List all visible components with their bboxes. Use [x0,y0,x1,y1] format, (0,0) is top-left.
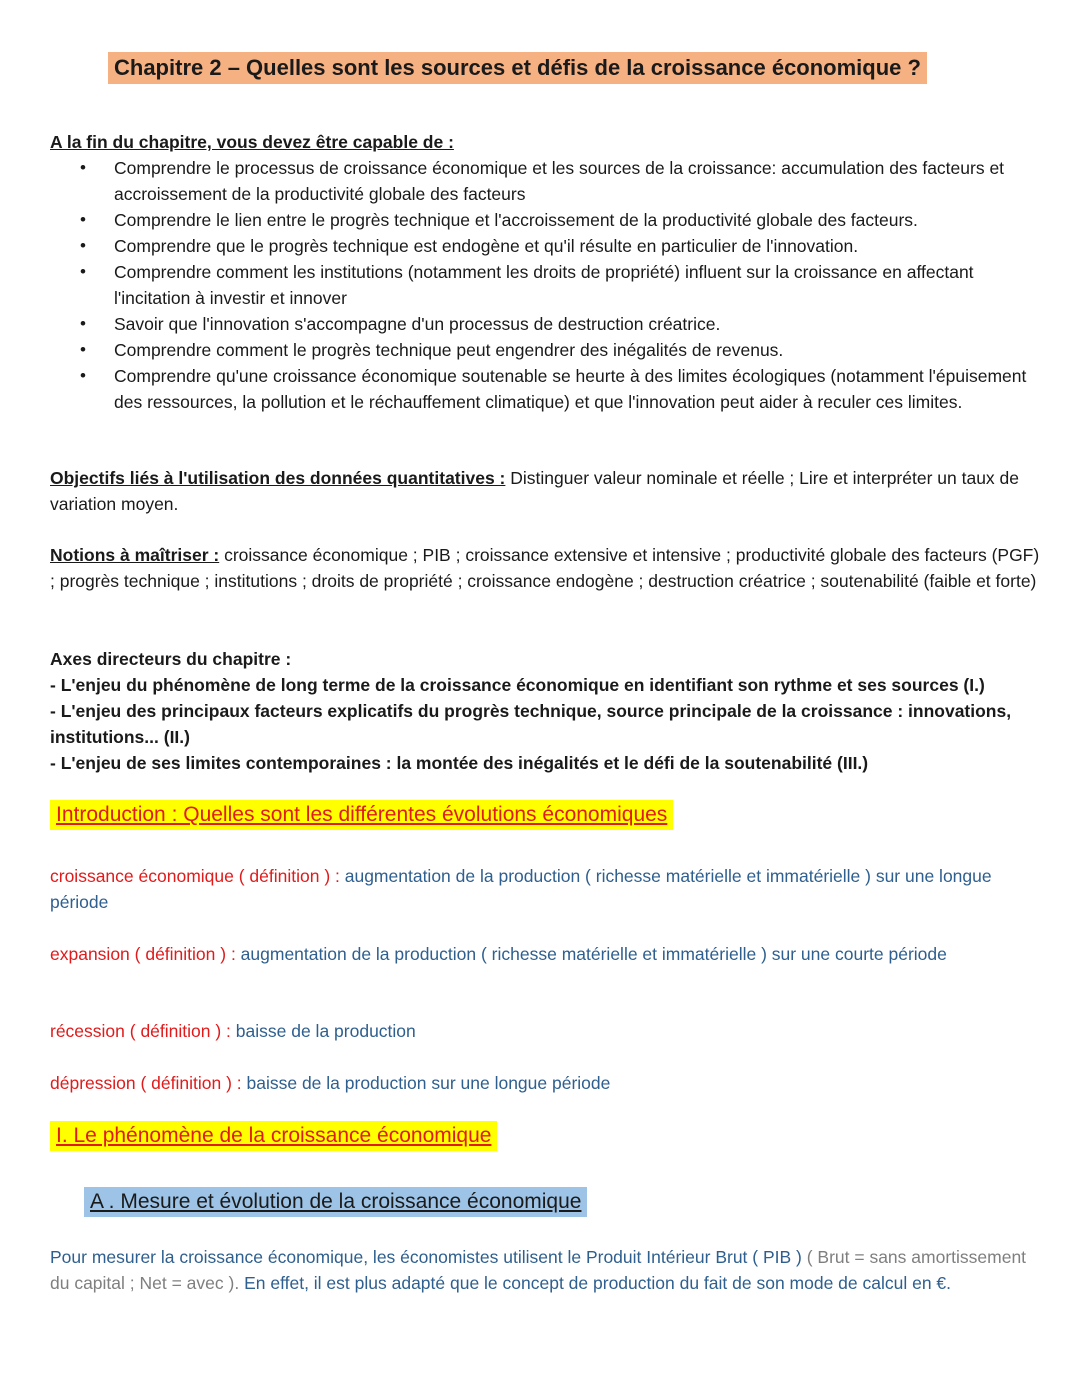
section1-heading-wrap [50,1121,1044,1151]
notions-text: croissance économique ; PIB ; croissance extensive et intensive ; productivité globale des facteurs (PGF) ; progrès technique ; institutions ; droits de propriété ; croissance endogène ; destruction créatrice ; soutenabilité (faible et forte) [50,545,1040,591]
objective-item: • Comprendre qu'une croissance économique soutenable se heurte à des limites écologiques (notamment l'épuisement des ressources, la pollution et le réchauffement climatique) et que l'innovation peut aider à reculer ces limites. [50,363,1044,415]
notions-section [50,542,1044,594]
definition-expansion [50,941,1044,967]
section1-subheading: A . Mesure et évolution de la croissance économique [84,1187,587,1217]
definition-term: dépression ( définition ) : [50,1073,242,1093]
objective-item: • Comprendre comment les institutions (notamment les droits de propriété) influent sur la croissance en affectant l'incitation à investir et innover [50,259,1044,311]
axes-section [50,646,1050,776]
objective-item: • Savoir que l'innovation s'accompagne d'un processus de destruction créatrice. [50,311,1044,337]
definition-term: récession ( définition ) : [50,1021,231,1041]
definition-text: augmentation de la production ( richesse matérielle et immatérielle ) sur une longue période [50,866,992,912]
axes-item: - L'enjeu des principaux facteurs explicatifs du progrès technique, source principale de la croissance : innovations, institutions... (II.) [50,701,1012,747]
axes-item: - L'enjeu du phénomène de long terme de la croissance économique en identifiant son rythme et ses sources (I.) [50,675,985,695]
objectives-section [50,129,1044,415]
section1-paragraph [50,1244,1044,1296]
quantitative-label: Objectifs liés à l'utilisation des données quantitatives : [50,468,506,488]
objectives-heading: A la fin du chapitre, vous devez être capable de : [50,132,454,152]
section1-subheading-wrap [84,1187,1044,1217]
definition-croissance [50,863,1044,915]
definition-depression [50,1070,1044,1096]
axes-heading: Axes directeurs du chapitre : [50,649,292,669]
definition-text: baisse de la production [230,1021,416,1041]
objective-item: • Comprendre que le progrès technique est endogène et qu'il résulte en particulier de l'innovation. [50,233,1044,259]
notions-label: Notions à maîtriser : [50,545,220,565]
definition-term: croissance économique ( définition ) : [50,866,340,886]
section1-heading: I. Le phénomène de la croissance économique [50,1121,497,1151]
definition-term: expansion ( définition ) : [50,944,236,964]
paragraph-part: ( Brut = sans amortissement du capital ; Net = avec ). [50,1247,1027,1293]
objective-item: • Comprendre le lien entre le progrès technique et l'accroissement de la productivité globale des facteurs. [50,207,1044,233]
definition-text: augmentation de la production ( richesse matérielle et immatérielle ) sur une courte période [235,944,947,964]
objectives-list [50,155,1044,415]
paragraph-part: Pour mesurer la croissance économique, les économistes utilisent le Produit Intérieur Brut ( PIB ) [50,1247,802,1267]
quantitative-objectives [50,465,1044,517]
axes-item: - L'enjeu de ses limites contemporaines : la montée des inégalités et le défi de la soutenabilité (III.) [50,753,869,773]
definition-recession [50,1018,1044,1044]
paragraph-part: En effet, il est plus adapté que le concept de production du fait de son mode de calcul en €. [239,1273,952,1293]
chapter-title: Chapitre 2 – Quelles sont les sources et défis de la croissance économique ? [108,52,927,84]
quantitative-text: Distinguer valeur nominale et réelle ; Lire et interpréter un taux de variation moyen. [50,468,1020,514]
definition-text: baisse de la production sur une longue période [241,1073,611,1093]
introduction-heading: Introduction : Quelles sont les différentes évolutions économiques [50,800,673,830]
introduction-heading-wrap [50,800,1044,830]
chapter-title-wrap [108,52,927,84]
objective-item: • Comprendre le processus de croissance économique et les sources de la croissance: accumulation des facteurs et accroissement de la productivité globale des facteurs [50,155,1044,207]
objective-item: • Comprendre comment le progrès technique peut engendrer des inégalités de revenus. [50,337,1044,363]
